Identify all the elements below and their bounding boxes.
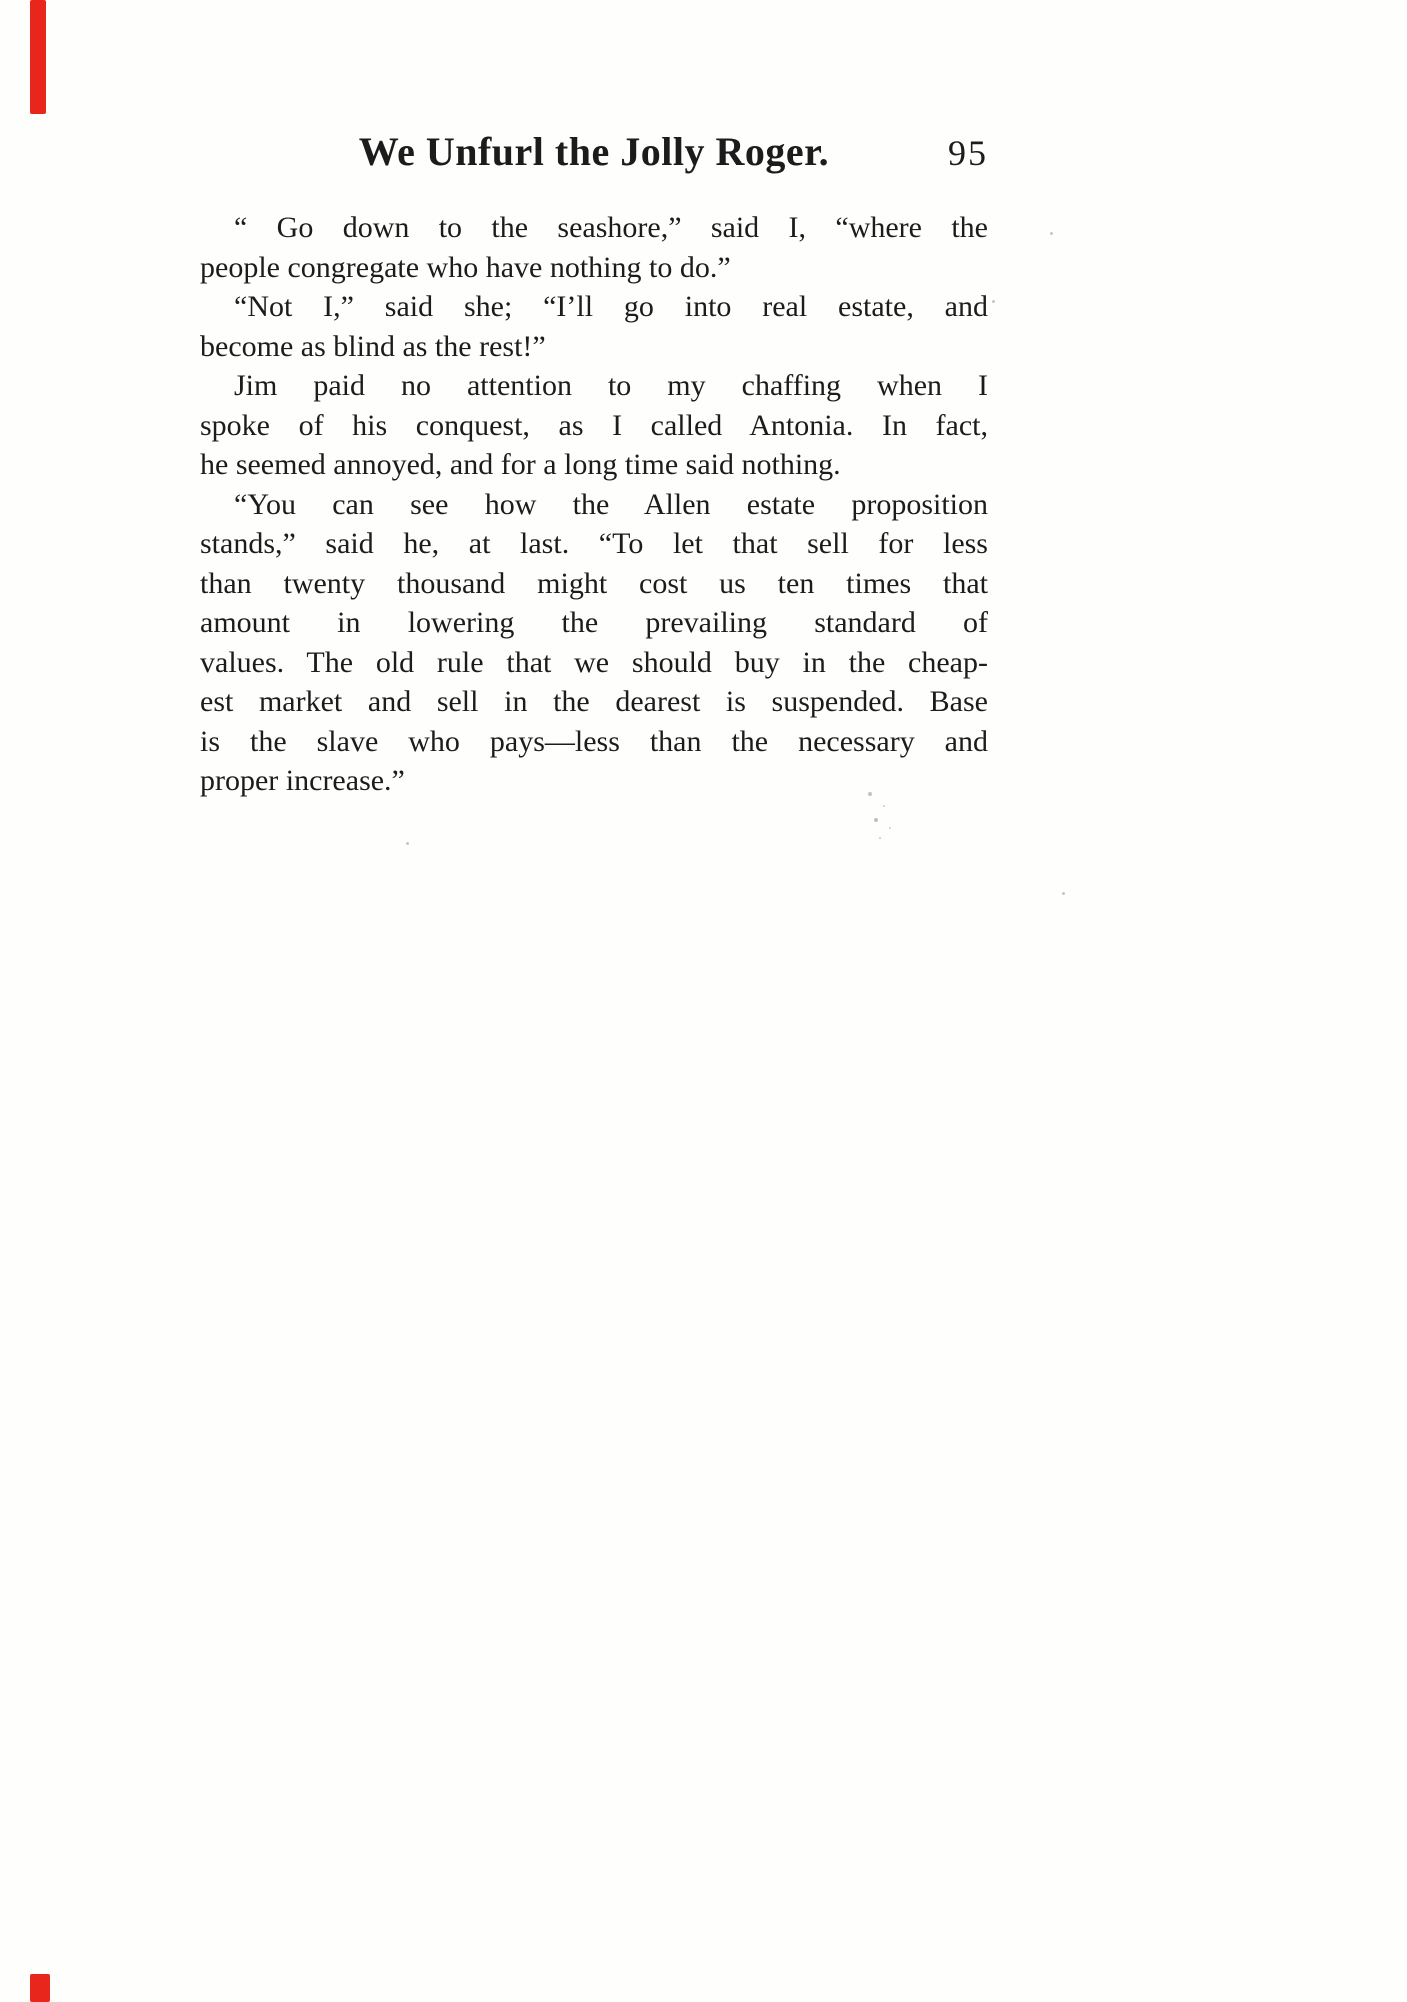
- scan-smudge: [868, 792, 872, 796]
- scan-speck: [406, 842, 409, 845]
- text-line: Jim paid no attention to my chaffing when I: [234, 369, 988, 402]
- text-line: est market and sell in the dearest is suspended. Base: [200, 685, 988, 718]
- text-line: values. The old rule that we should buy in the cheap-: [200, 645, 988, 679]
- scan-speck: [992, 300, 995, 303]
- paragraph: [200, 287, 988, 366]
- scan-speck: [1050, 232, 1053, 235]
- text-line: amount in lowering the prevailing standard of: [200, 606, 988, 639]
- text-line: spoke of his conquest, as I called Antonia. In fact,: [200, 408, 988, 442]
- page-header: [200, 128, 988, 175]
- paragraph: [200, 366, 988, 485]
- text-line: he seemed annoyed, and for a long time said nothing.: [200, 448, 841, 481]
- text-line: people congregate who have nothing to do.”: [200, 250, 731, 284]
- body-text: [200, 208, 988, 801]
- text-line: become as blind as the rest!”: [200, 329, 546, 363]
- paragraph: [200, 208, 988, 287]
- paragraph: [200, 485, 988, 801]
- text-line: is the slave who pays—less than the necessary and: [200, 724, 988, 758]
- text-line: “You can see how the Allen estate proposition: [234, 487, 988, 521]
- text-line: “Not I,” said she; “I’ll go into real estate, and: [234, 290, 988, 323]
- scan-speck: [1062, 892, 1065, 895]
- chapter-title: We Unfurl the Jolly Roger.: [358, 129, 830, 174]
- text-line: than twenty thousand might cost us ten times that: [200, 566, 988, 600]
- scan-edge-artifact-top: [30, 0, 46, 114]
- scan-edge-artifact-bottom: [30, 1974, 50, 2002]
- text-line: stands,” said he, at last. “To let that sell for less: [200, 527, 988, 560]
- page-number: 95: [948, 133, 988, 173]
- text-line: “ Go down to the seashore,” said I, “where the: [234, 211, 988, 244]
- text-line: proper increase.”: [200, 764, 405, 797]
